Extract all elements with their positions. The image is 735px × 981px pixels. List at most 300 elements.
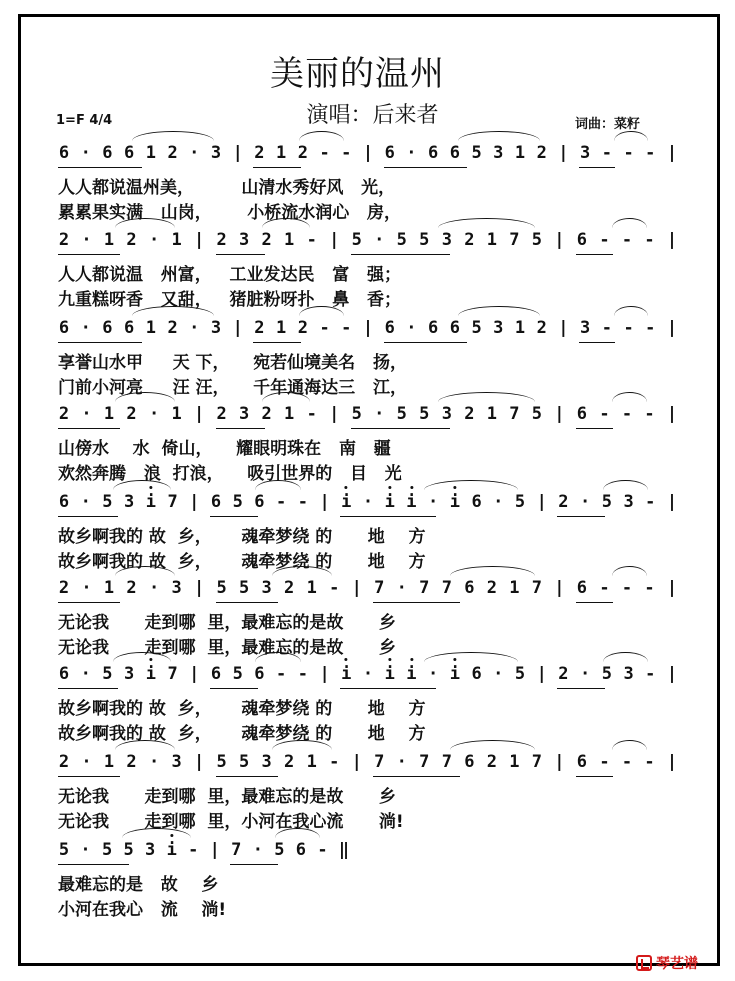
note: 1 [276,143,287,163]
note: 2 [58,404,70,424]
note: 6 [58,318,70,338]
note: 7 [509,404,520,424]
barline: | [554,752,565,772]
barline: | [193,230,205,250]
note: - [601,143,612,163]
note: 1 [103,404,115,424]
note: 5 [232,492,243,512]
note: · [80,318,91,338]
note: 2 [558,664,569,684]
note: 5 [601,664,612,684]
note: · [374,404,385,424]
note: 6 [384,318,395,338]
lyric-text: 小河在我心 流 淌! [58,900,227,920]
note: 6 [254,492,265,512]
note: · [428,664,439,684]
note: 3 [441,404,452,424]
note: 5 [351,230,362,250]
note: 3 [124,664,135,684]
note: - [276,492,287,512]
note: 5 [216,578,227,598]
note: 3 [580,318,591,338]
note: - [306,230,317,250]
note: - [621,230,633,250]
lyric-text: 故乡啊我的 故 乡， 魂牵梦绕 的 地 方 [58,724,426,744]
barline: | [319,664,330,684]
beam-underline [576,602,613,603]
beam-underline [340,516,436,517]
lyric-text: 累累果实满 山岗， 小桥流水润心 房， [58,203,402,223]
barline: | [554,404,565,424]
beam-underline [576,254,613,255]
beam-underline [384,342,468,343]
barline: | [666,404,678,424]
note: 5 [101,840,113,860]
note: 2 [536,318,547,338]
note: 1 [171,404,182,424]
beam-underline [58,167,142,168]
barline: | [362,143,374,163]
note: 5 [471,143,482,163]
note: - [621,578,633,598]
barline: | [666,752,678,772]
notation-line-7 [0,664,735,694]
note: 2 [536,143,547,163]
watermark-text: 琴艺谱 [656,956,698,972]
note: i [406,664,416,684]
note: - [319,318,330,338]
beam-underline [579,342,615,343]
note: 7 [374,752,385,772]
note: 6 [576,752,588,772]
note: i [406,492,416,512]
note: 3 [493,143,504,163]
note: 5 [216,752,227,772]
beam-underline [216,254,266,255]
note: 3 [171,578,182,598]
note: 6 [428,318,439,338]
note: 1 [306,578,317,598]
note: · [252,840,263,860]
beam-underline [58,342,142,343]
note: 6 [471,492,482,512]
note: 1 [284,230,295,250]
note: - [297,664,308,684]
barline: | [351,752,362,772]
note: 3 [261,578,272,598]
note: i [341,492,351,512]
note: 1 [486,404,497,424]
note: 3 [623,664,634,684]
note: 2 [58,230,70,250]
note: 6 [449,143,460,163]
note: 2 [464,230,475,250]
beam-underline [253,342,301,343]
barline: | [666,230,678,250]
lyric-line-9-2 [0,895,735,925]
barline: | [193,578,205,598]
note: 2 [167,318,178,338]
note: i [146,664,156,684]
note: · [406,318,417,338]
beam-underline [351,254,450,255]
note: 2 [261,404,272,424]
note: 6 [464,578,475,598]
note: 1 [509,578,520,598]
key-signature: 1=F 4/4 [56,113,113,128]
note: 3 [493,318,504,338]
barline: | [319,492,330,512]
note: 7 [441,752,452,772]
note: · [428,492,439,512]
note: - [188,840,199,860]
note: · [374,230,385,250]
note: · [81,752,92,772]
note: - [341,143,352,163]
lyric-text: 享誉山水甲 天 下， 宛若仙境美名 扬， [58,353,407,373]
note: 3 [239,404,250,424]
note: 1 [276,318,287,338]
beam-underline [210,516,258,517]
note: · [80,492,91,512]
note: 1 [145,143,156,163]
beam-underline [210,688,258,689]
lyric-text: 无论我 走到哪 里，最难忘的是故 乡 [58,638,396,658]
note: 1 [509,752,520,772]
note: 5 [123,840,134,860]
barline: | [189,492,200,512]
note: · [80,143,91,163]
lyric-text: 九重糕呀香 又甜， 猪脏粉呀扑 鼻 香； [58,290,402,310]
beam-underline [253,167,301,168]
note: 3 [441,230,452,250]
barline: | [536,664,547,684]
note: 2 [297,143,308,163]
lyric-line-8-2 [0,807,735,837]
note: 6 [449,318,460,338]
note: - [276,664,287,684]
barline: | [232,143,243,163]
barline: ‖ [338,840,350,860]
note: 5 [102,492,113,512]
note: - [297,492,308,512]
lyric-text: 无论我 走到哪 里，最难忘的是故 乡 [58,787,396,807]
note: 3 [239,230,250,250]
note: 5 [601,492,612,512]
barline: | [666,664,678,684]
note: 6 [58,143,70,163]
beam-underline [58,516,118,517]
note: 6 [210,664,222,684]
note: · [580,664,591,684]
high-octave-dot [345,658,348,661]
note: · [81,404,92,424]
note: 5 [514,492,526,512]
note: 1 [486,230,497,250]
lyric-text: 欢然奔腾 浪 打浪， 吸引世界的 目 光 [58,464,402,484]
barline: | [329,230,340,250]
note: 3 [210,143,222,163]
note: 5 [102,664,113,684]
note: - [599,578,610,598]
qinyipu-logo-icon [636,955,652,971]
beam-underline [230,864,277,865]
note: 6 [210,492,222,512]
note: 6 [428,143,439,163]
note: · [406,143,417,163]
note: 2 [126,578,137,598]
note: 7 [231,840,242,860]
lyric-text: 最难忘的是 故 乡 [58,875,219,895]
note: - [329,578,340,598]
note: - [644,752,655,772]
note: · [189,318,200,338]
note: - [599,404,610,424]
note: · [148,578,160,598]
note: 2 [486,752,497,772]
note: · [189,143,200,163]
note: - [645,318,656,338]
note: 2 [558,492,569,512]
note: 6 [384,143,395,163]
beam-underline [340,688,436,689]
note: - [644,578,655,598]
barline: | [554,578,565,598]
note: 7 [419,752,430,772]
note: 6 [464,752,475,772]
note: · [580,492,591,512]
note: 5 [531,230,542,250]
note: 6 [102,143,113,163]
note: i [385,664,395,684]
note: - [645,664,656,684]
lyric-text: 故乡啊我的 故 乡， 魂牵梦绕 的 地 方 [58,527,426,547]
note: 5 [396,404,407,424]
note: - [341,318,352,338]
note: 3 [580,143,591,163]
note: 2 [297,318,308,338]
note: 2 [58,578,70,598]
lyric-text: 山傍水 水 倚山， 耀眼明珠在 南 疆 [58,439,391,459]
barline: | [666,143,678,163]
beam-underline [58,428,120,429]
note: - [644,404,655,424]
beam-underline [576,428,613,429]
note: - [621,404,633,424]
notation-line-4 [0,404,735,434]
beam-underline [58,602,120,603]
barline: | [558,143,569,163]
barline: | [558,318,569,338]
barline: | [554,230,565,250]
note: 5 [514,664,526,684]
beam-underline [576,776,613,777]
note: 2 [216,404,227,424]
note: 5 [396,230,407,250]
song-title: 美丽的温州 [270,54,445,94]
barline: | [193,404,205,424]
beam-underline [216,602,278,603]
beam-underline [58,776,120,777]
note: 5 [274,840,285,860]
note: i [450,664,460,684]
note: 3 [171,752,182,772]
beam-underline [216,428,266,429]
high-octave-dot [410,658,413,661]
beam-underline [557,516,605,517]
note: 1 [284,404,295,424]
note: - [306,404,317,424]
note: · [362,492,374,512]
note: · [493,492,504,512]
note: - [623,318,634,338]
note: 2 [126,404,137,424]
lyric-music-credit: 词曲：菜籽 [575,117,641,132]
barline: | [666,578,678,598]
note: 2 [254,318,265,338]
beam-underline [58,864,129,865]
note: - [601,318,612,338]
note: 2 [284,578,295,598]
lyric-text: 故乡啊我的 故 乡， 魂牵梦绕 的 地 方 [58,699,426,719]
watermark-logo [636,951,726,975]
note: i [341,664,351,684]
note: 6 [124,143,135,163]
notation-line-9 [0,840,735,870]
note: · [148,230,160,250]
notation-line-6 [0,578,735,608]
barline: | [536,492,547,512]
note: 6 [254,664,265,684]
note: i [385,492,395,512]
note: 6 [576,578,588,598]
note: 5 [58,840,70,860]
barline: | [193,752,205,772]
note: 2 [486,578,497,598]
high-octave-dot [388,658,391,661]
note: · [81,230,92,250]
note: 5 [239,752,250,772]
note: 1 [306,752,317,772]
note: 7 [531,752,542,772]
note: 1 [145,318,156,338]
lyric-text: 门前小河亮 汪 汪， 千年通海达三 江， [58,378,407,398]
note: · [148,752,160,772]
note: 2 [254,143,265,163]
note: 6 [124,318,135,338]
note: · [396,752,407,772]
barline: | [189,664,200,684]
note: - [623,143,634,163]
beam-underline [384,167,468,168]
note: 5 [351,404,362,424]
barline: | [351,578,362,598]
note: 5 [232,664,243,684]
note: 3 [210,318,222,338]
note: 2 [261,230,272,250]
note: 2 [464,404,475,424]
note: 5 [239,578,250,598]
barline: | [232,318,243,338]
beam-underline [373,776,460,777]
notation-line-2 [0,230,735,260]
barline: | [362,318,374,338]
note: 2 [284,752,295,772]
note: · [396,578,407,598]
note: · [148,404,160,424]
notation-line-1 [0,143,735,173]
lyric-text: 人人都说温 州富， 工业发达民 富 强； [58,265,402,285]
note: · [80,840,91,860]
beam-underline [557,688,605,689]
note: 6 [58,664,70,684]
notation-line-8 [0,752,735,782]
note: 5 [419,404,430,424]
barline: | [666,492,678,512]
note: 2 [58,752,70,772]
high-octave-dot [410,486,413,489]
barline: | [329,404,340,424]
note: - [317,840,328,860]
note: i [450,492,460,512]
note: 6 [576,404,588,424]
note: 3 [623,492,634,512]
note: - [645,143,656,163]
note: 3 [145,840,156,860]
note: · [362,664,374,684]
note: i [146,492,156,512]
high-octave-dot [388,486,391,489]
note: 1 [171,230,182,250]
note: · [493,664,504,684]
note: 7 [441,578,452,598]
note: 2 [126,230,137,250]
note: 5 [471,318,482,338]
note: 1 [103,230,115,250]
note: - [329,752,340,772]
note: 6 [295,840,307,860]
high-octave-dot [345,486,348,489]
notation-line-3 [0,318,735,348]
lyric-text: 故乡啊我的 故 乡， 魂牵梦绕 的 地 方 [58,552,426,572]
beam-underline [216,776,278,777]
note: i [167,840,177,860]
beam-underline [579,167,615,168]
note: - [645,492,656,512]
note: 7 [167,664,178,684]
note: 3 [261,752,272,772]
note: 2 [126,752,137,772]
note: 2 [216,230,227,250]
note: 1 [514,318,526,338]
lyric-text: 人人都说温州美， 山清水秀好风 光， [58,178,396,198]
note: 2 [167,143,178,163]
note: · [81,578,92,598]
note: 7 [419,578,430,598]
note: 7 [374,578,385,598]
notation-line-5 [0,492,735,522]
note: 1 [103,752,115,772]
note: 5 [419,230,430,250]
note: 1 [514,143,526,163]
barline: | [666,318,678,338]
lyric-text: 无论我 走到哪 里，小河在我心流 淌! [58,812,404,832]
note: - [599,752,610,772]
note: - [621,752,633,772]
note: 6 [471,664,482,684]
lyric-text: 无论我 走到哪 里，最难忘的是故 乡 [58,613,396,633]
note: - [599,230,610,250]
